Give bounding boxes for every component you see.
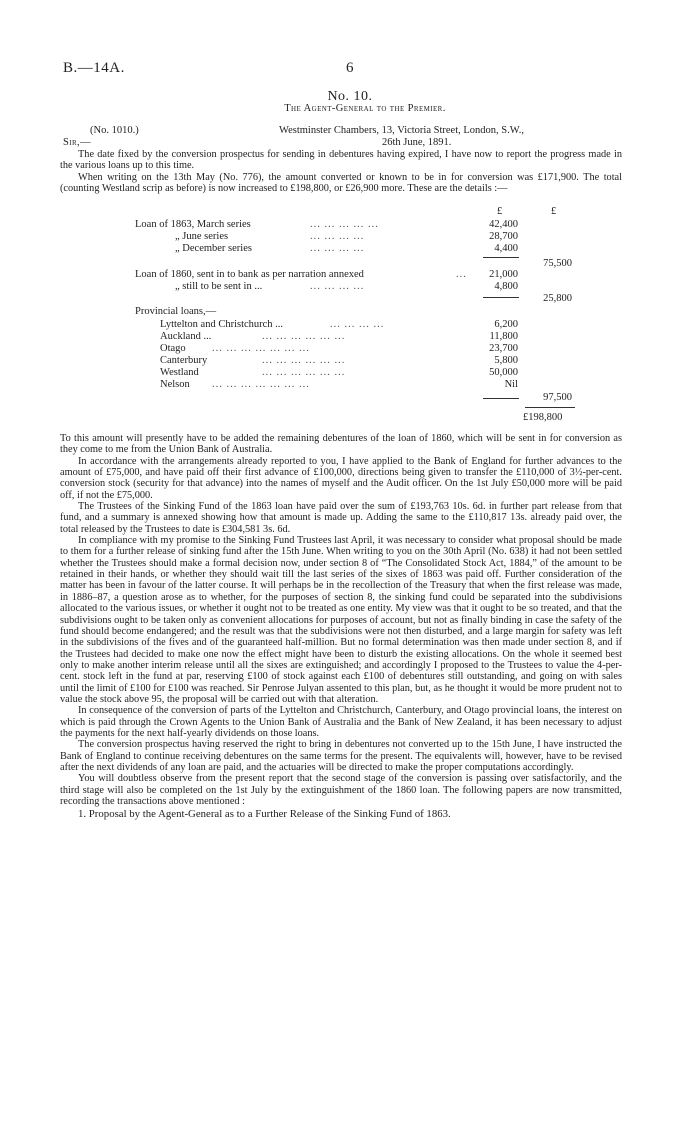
table-row-leaders: ... bbox=[456, 269, 467, 280]
subtotal-value: 97,500 bbox=[543, 392, 572, 403]
table-row-value: 4,400 bbox=[494, 243, 518, 254]
table-row-leaders: ... ... ... ... bbox=[310, 231, 365, 242]
table-row-label: Auckland ... bbox=[160, 331, 212, 342]
table-row-leaders: ... ... ... ... ... ... ... bbox=[212, 379, 310, 390]
letter-body bbox=[60, 433, 622, 821]
letter-date: 26th June, 1891. bbox=[382, 137, 452, 148]
table-row-value: 23,700 bbox=[489, 343, 518, 354]
column-header-pounds: £ bbox=[497, 206, 503, 217]
table-row-label: Loan of 1860, sent in to bank as per narration annexed bbox=[135, 269, 364, 280]
column-header-pounds: £ bbox=[551, 206, 557, 217]
body-paragraph: In accordance with the arrangements already reported to you, I have applied to the Bank of England for further advances to the amount of £75,000, and have paid off their first advance of £100,000, directions being given to transfer the £110,000 of 3½-per-cent. conversion stock (security for that advance) into the names of myself and the Audit officer. On the 1st July £50,000 more will be paid off, if not the £75,000. bbox=[60, 455, 622, 501]
document-reference: B.—14A. bbox=[63, 60, 125, 76]
sender-address: Westminster Chambers, 13, Victoria Street, London, S.W., bbox=[279, 125, 524, 136]
body-paragraph: To this amount will presently have to be added the remaining debentures of the loan of 1860, which will be sent in for conversion as they come to me from the Union Bank of Australia. bbox=[60, 433, 622, 456]
body-paragraph: In compliance with my promise to the Sinking Fund Trustees last April, it was necessary to consider what proposal should be made to them for a further release of sinking fund after the 15th June. When writing to you on the 30th April (No. 638) it had not been settled whether the Trustees should make a formal decision now, under section 8 of “The Consolidated Stock Act, 1884,” of the amount to be retained in their hands, or whether they should wait till the last series of the sixes of 1863 was paid off. Further consideration of the matter has been in favour of the latter course. It will perhaps be in the recollection of the Treasury that when the first release was made, in 1886–87, a question arose as to whether, for the purposes of section 8, the sinking fund could be separated into the subdivisions allocated to the various issues, or whether it ought not to be treated as one entity. My view was that it ought to be so treated, and that the subdivisions ought to be taken only as convenient allocations for purposes of account, but not as finally binding in case the safety of the fund should become endangered; and the result was that the subdivisions were not then disturbed, and a large margin for safety was left in the subdivisions of the fives and of the guaranteed half-million. But no formal determination was then made under section 8, and if the Trustees had decided to make one now the effect might have been to disturb the existing allocations. On the whole it seemed best only to make another interim release until all the sixes are extinguished; and accordingly I proposed to the Trustees to value the 4-per-cent. stock left in the fund at par, reserving £100 of stock against each £100 of debentures still outstanding, and going on with sales until the limit of £100 for £100 was reached. Sir Penrose Julyan assented to this plan, but, as he thought it would be more prudent not to value the stock above 95, the proposal will be carried out with that alteration. bbox=[60, 535, 622, 705]
table-row-value: Nil bbox=[504, 379, 518, 390]
subtotal-value: 25,800 bbox=[543, 293, 572, 304]
table-row-label: Nelson bbox=[160, 379, 190, 390]
table-row-leaders: ... ... ... ... ... bbox=[310, 219, 379, 230]
table-row-label: „ June series bbox=[175, 231, 229, 242]
table-row-value: 6,200 bbox=[494, 319, 518, 330]
page-number: 6 bbox=[346, 60, 354, 76]
table-row-value: 50,000 bbox=[489, 367, 518, 378]
table-row-label: Loan of 1863, March series bbox=[135, 219, 251, 230]
table-row-leaders: ... ... ... ... bbox=[310, 243, 365, 254]
table-row-label: Westland bbox=[160, 367, 199, 378]
subtotal-rule bbox=[483, 297, 519, 298]
table-row-label: Lyttelton and Christchurch ... bbox=[160, 319, 284, 330]
table-row-value: 5,800 bbox=[494, 355, 518, 366]
grand-total: £198,800 bbox=[523, 412, 563, 423]
table-row-value: 4,800 bbox=[494, 281, 518, 292]
table-row-label: Canterbury bbox=[160, 355, 208, 366]
subtotal-rule bbox=[483, 257, 519, 258]
body-paragraph: The Trustees of the Sinking Fund of the 1863 loan have paid over the sum of £193,763 10s. 6d. in further part release from that fund, and a summary is annexed showing how that amount is made up. Adding the same to the £110,817 13s. already paid over, the total released by the Trustees to date is £304,581 3s. 6d. bbox=[60, 501, 622, 535]
table-row-leaders: ... ... ... ... ... ... ... bbox=[212, 343, 310, 354]
table-row-value: 11,800 bbox=[489, 331, 518, 342]
body-paragraph: The conversion prospectus having reserved the right to bring in debentures not converted up to the 15th June, I have instructed the Bank of England to continue receiving debentures on the same terms for the present. The equivalents will, however, have to be revised after the next dividends of any loan are paid, and the actuaries will be directed to make the proper computations accordingly. bbox=[60, 739, 622, 773]
table-row-value: 21,000 bbox=[489, 269, 518, 280]
table-row-label: Otago bbox=[160, 343, 186, 354]
letter-from-to: The Agent-General to the Premier. bbox=[284, 103, 446, 114]
reference-number: (No. 1010.) bbox=[90, 125, 139, 136]
details-table bbox=[0, 0, 700, 423]
letter-number: No. 10. bbox=[327, 89, 373, 104]
intro-paragraph: When writing on the 13th May (No. 776), the amount converted or known to be in for conversion was £171,900. The total (counting Westland scrip as before) is now increased to £198,800, or £26,900 more. These are the details :— bbox=[60, 171, 622, 195]
table-row-leaders: ... ... ... ... ... ... bbox=[262, 331, 346, 342]
body-paragraph: You will doubtless observe from the present report that the second stage of the conversion is passing over satisfactorily, and the third stage will also be completed on the 1st July by the extinguishment of the 1860 loan. The following papers are now transmitted, recording the transactions above mentioned : bbox=[60, 773, 622, 807]
total-rule bbox=[525, 407, 575, 408]
subtotal-value: 75,500 bbox=[543, 258, 572, 269]
table-row-leaders: ... ... ... ... bbox=[330, 319, 385, 330]
enclosure-item: 1. Proposal by the Agent-General as to a Further Release of the Sinking Fund of 1863. bbox=[78, 808, 451, 821]
body-paragraph: In consequence of the conversion of parts of the Lyttelton and Christchurch, Canterbury, and Otago provincial loans, the interest on which is paid through the Crown Agents to the Union Bank of Australia and the Bank of New Zealand, it has been necessary to adjust the payments for the next half-yearly dividends on those loans. bbox=[60, 705, 622, 739]
subtotal-rule bbox=[483, 398, 519, 399]
table-row-leaders: ... ... ... ... ... ... bbox=[262, 355, 346, 366]
table-row-label: „ still to be sent in ... bbox=[175, 281, 263, 292]
table-row-value: 28,700 bbox=[489, 231, 518, 242]
table-row-label: „ December series bbox=[175, 243, 252, 254]
salutation: Sir,— bbox=[63, 137, 91, 148]
intro-paragraph: The date fixed by the conversion prospectus for sending in debentures having expired, I have now to report the progress made in the various loans up to this time. bbox=[60, 149, 622, 172]
table-row-value: 42,400 bbox=[489, 219, 518, 230]
table-row-leaders: ... ... ... ... bbox=[310, 281, 365, 292]
table-row-leaders: ... ... ... ... ... ... bbox=[262, 367, 346, 378]
table-section-label: Provincial loans,— bbox=[135, 306, 217, 317]
